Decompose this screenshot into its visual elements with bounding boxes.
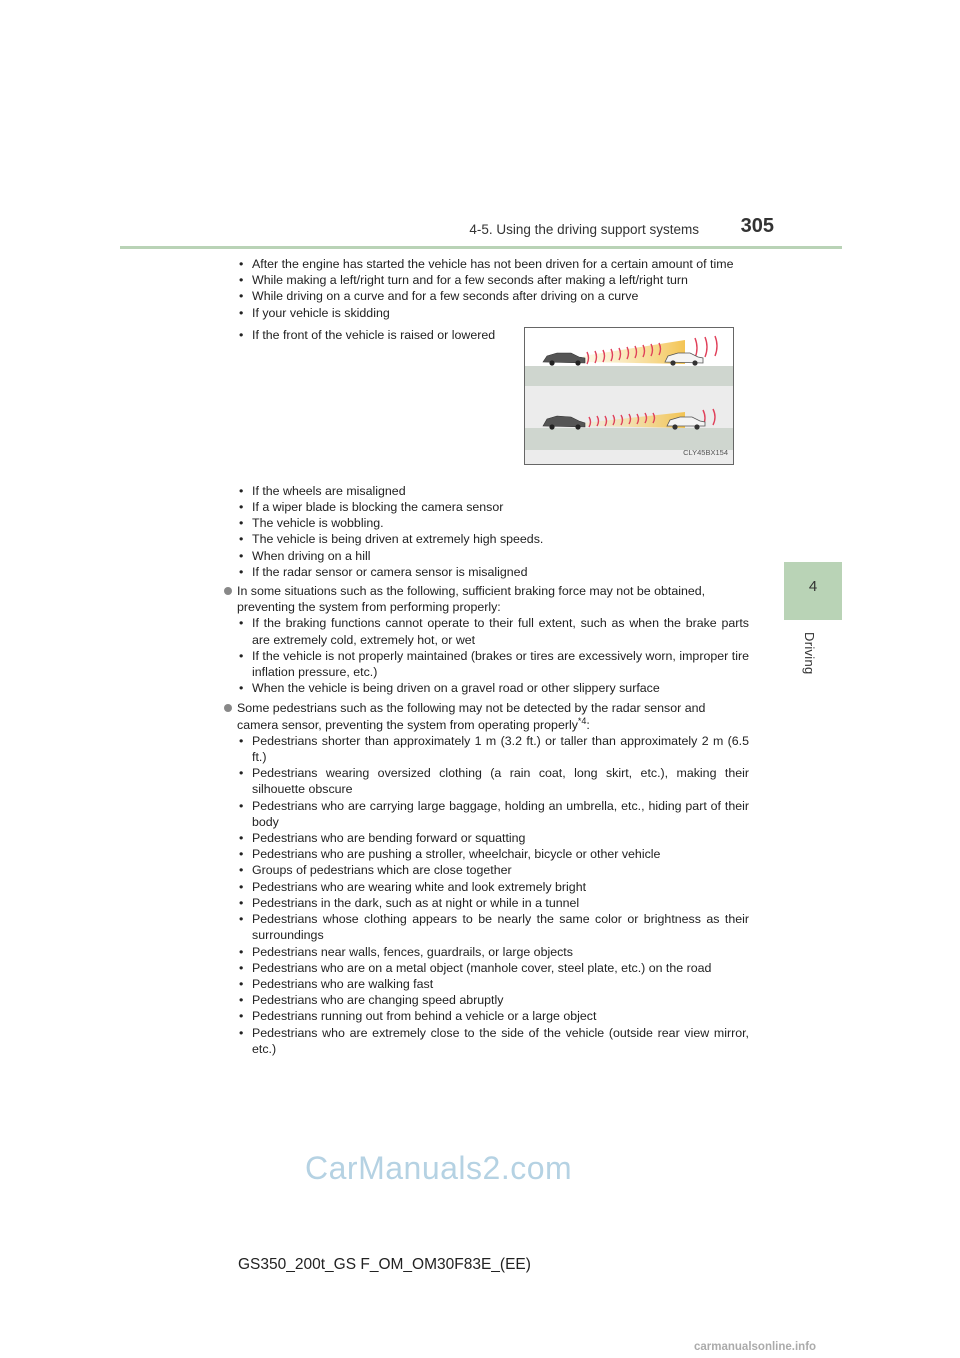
list-item: • Pedestrians near walls, fences, guardrails, or large objects xyxy=(237,944,749,960)
footnote-mark: *4 xyxy=(577,715,587,726)
chapter-label: Driving xyxy=(802,632,817,675)
list-item: • Pedestrians who are extremely close to the side of the vehicle (outside rear view mirror, etc.) xyxy=(237,1025,749,1057)
braking-intro: In some situations such as the following, sufficient braking force may not be obtained, preventing the system from performing properly: xyxy=(237,584,706,615)
braking-paragraph xyxy=(223,583,749,615)
list-item: • Pedestrians who are carrying large baggage, holding an umbrella, etc., hiding part of their body xyxy=(237,798,749,830)
condition-list xyxy=(237,256,749,321)
section-title: 4-5. Using the driving support systems xyxy=(469,222,699,237)
radar-illustration-svg xyxy=(525,328,733,464)
list-item: • While making a left/right turn and for a few seconds after making a left/right turn xyxy=(237,272,749,288)
page-header xyxy=(120,212,842,249)
manual-code: GS350_200t_GS F_OM_OM30F83E_(EE) xyxy=(238,1256,531,1273)
list-item: • If a wiper blade is blocking the camera sensor xyxy=(237,499,749,515)
figure-code: CLY45BX154 xyxy=(683,447,728,457)
list-item: • The vehicle is wobbling. xyxy=(237,515,749,531)
list-item: • When the vehicle is being driven on a gravel road or other slippery surface xyxy=(237,680,749,696)
list-item: • While driving on a curve and for a few seconds after driving on a curve xyxy=(237,288,749,304)
list-item: • Pedestrians who are changing speed abruptly xyxy=(237,992,749,1008)
chapter-number: 4 xyxy=(808,578,818,595)
list-item: • When driving on a hill xyxy=(237,548,749,564)
chapter-tab[interactable] xyxy=(784,562,842,620)
watermark-site[interactable]: carmanualsonline.info xyxy=(694,1341,817,1353)
list-item: • If the front of the vehicle is raised or lowered xyxy=(237,327,507,343)
list-item: • After the engine has started the vehicle has not been driven for a certain amount of time xyxy=(237,256,749,272)
list-item: • If the radar sensor or camera sensor is misaligned xyxy=(237,564,749,580)
pedestrian-intro: Some pedestrians such as the following may not be detected by the radar sensor and camera sensor, preventing the system from operating properly xyxy=(237,701,706,732)
list-item: • If the vehicle is not properly maintained (brakes or tires are excessively worn, improper tire inflation pressure, etc.) xyxy=(237,648,749,680)
list-item: • Pedestrians shorter than approximately 1 m (3.2 ft.) or taller than approximately 2 m (6.5 ft.) xyxy=(237,733,749,765)
pedestrian-paragraph xyxy=(223,700,749,732)
list-item: • Pedestrians who are walking fast xyxy=(237,976,749,992)
list-item: • If the braking functions cannot operate to their full extent, such as when the brake parts are extremely cold, extremely hot, or wet xyxy=(237,615,749,647)
braking-list xyxy=(237,615,749,696)
figure-caption-list xyxy=(237,327,507,343)
list-item: • Pedestrians wearing oversized clothing (a rain coat, long skirt, etc.), making their silhouette obscure xyxy=(237,765,749,797)
vehicle-tilt-illustration xyxy=(524,327,734,465)
intro-colon: : xyxy=(586,717,590,732)
main-content xyxy=(237,256,749,1057)
list-item: • Pedestrians who are on a metal object (manhole cover, steel plate, etc.) on the road xyxy=(237,960,749,976)
road-band xyxy=(525,366,733,386)
list-item: • Pedestrians running out from behind a vehicle or a large object xyxy=(237,1008,749,1024)
page-number: 305 xyxy=(740,215,774,237)
list-item: • Pedestrians whose clothing appears to be nearly the same color or brightness as their surroundings xyxy=(237,911,749,943)
list-item: • Groups of pedestrians which are close together xyxy=(237,862,749,878)
list-item: • Pedestrians in the dark, such as at night or while in a tunnel xyxy=(237,895,749,911)
list-item: • Pedestrians who are bending forward or squatting xyxy=(237,830,749,846)
list-item: • Pedestrians who are pushing a stroller, wheelchair, bicycle or other vehicle xyxy=(237,846,749,862)
condition-list xyxy=(237,483,749,580)
list-item: • If the wheels are misaligned xyxy=(237,483,749,499)
list-item: • Pedestrians who are wearing white and look extremely bright xyxy=(237,879,749,895)
list-item: • If your vehicle is skidding xyxy=(237,305,749,321)
figure-row xyxy=(237,327,749,483)
pedestrian-list xyxy=(237,733,749,1057)
list-item: • The vehicle is being driven at extremely high speeds. xyxy=(237,531,749,547)
watermark-link[interactable]: CarManuals2.com xyxy=(305,1150,573,1186)
